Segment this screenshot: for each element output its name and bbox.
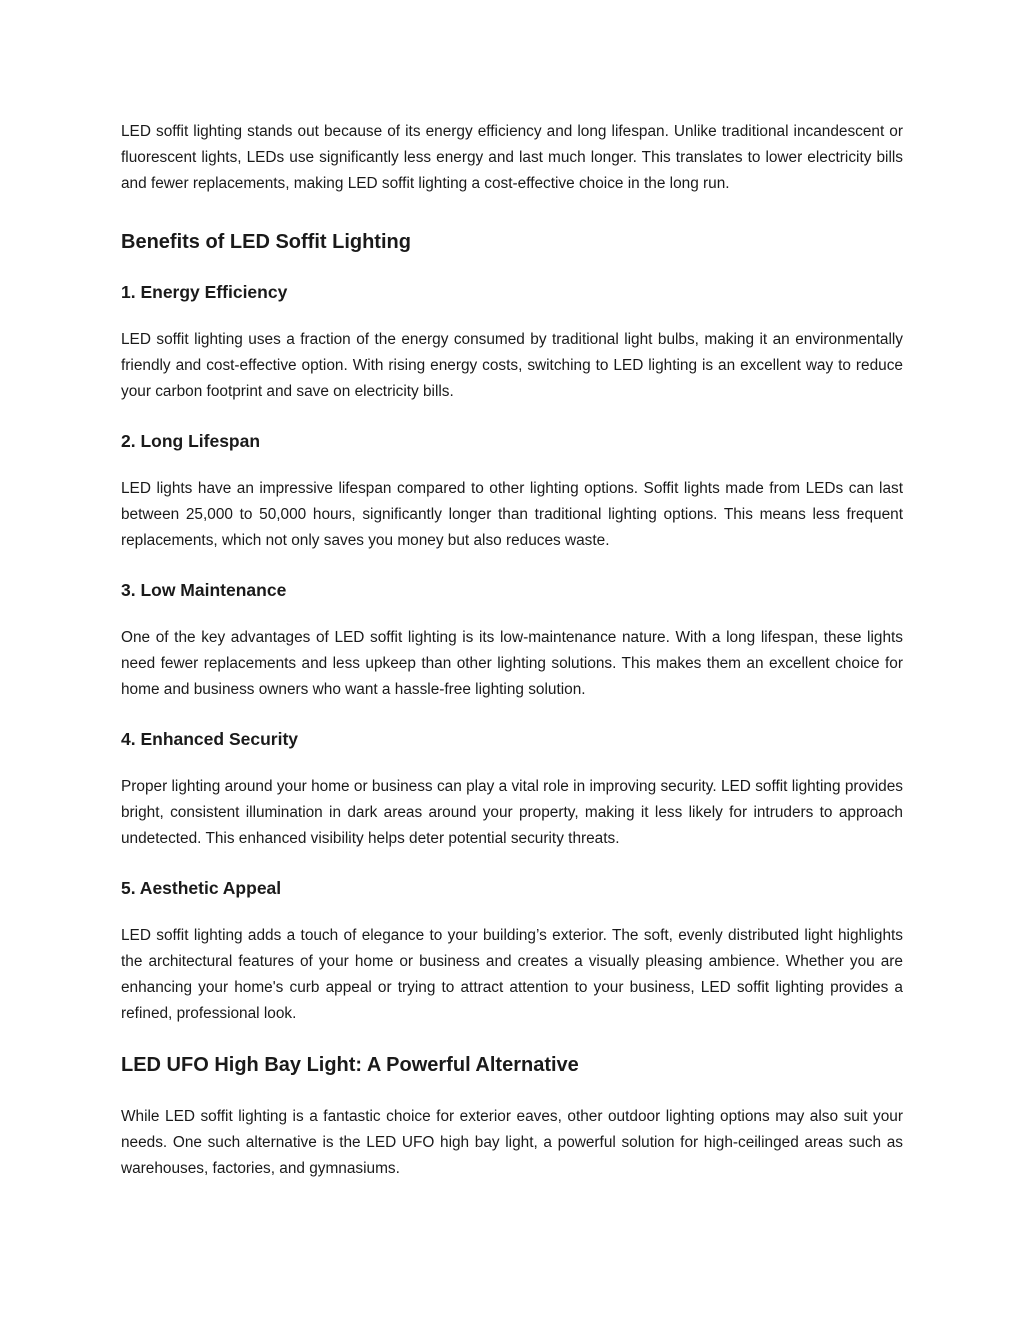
benefit-heading: 2. Long Lifespan (121, 431, 261, 451)
benefit-paragraph: One of the key advantages of LED soffit lighting is its low-maintenance nature. With a long lifespan, these lights need fewer replacements and less upkeep than other lighting solutions. This makes them an excellent choice for home and business owners who want a hassle-free lighting solution. (121, 629, 903, 698)
benefit-section-energy-efficiency (121, 279, 903, 405)
benefit-section-aesthetic-appeal (121, 875, 903, 1027)
benefits-heading: Benefits of LED Soffit Lighting (121, 231, 411, 253)
benefit-heading: 3. Low Maintenance (121, 580, 287, 600)
benefit-section-low-maintenance (121, 577, 903, 703)
alternative-paragraph: While LED soffit lighting is a fantastic choice for exterior eaves, other outdoor lighting options may also suit your needs. One such alternative is the LED UFO high bay light, a powerful solution for high-ceilinged areas such as warehouses, factories, and gymnasiums. (121, 1108, 903, 1177)
intro-paragraph: LED soffit lighting stands out because of its energy efficiency and long lifespan. Unlike traditional incandescent or fluorescent lights, LEDs use significantly less energy and last much longer. This translates to lower electricity bills and fewer replacements, making LED soffit lighting a cost-effective choice in the long run. (121, 123, 903, 192)
benefit-section-enhanced-security (121, 726, 903, 852)
benefit-heading: 1. Energy Efficiency (121, 282, 288, 302)
benefit-paragraph: LED lights have an impressive lifespan compared to other lighting options. Soffit lights made from LEDs can last between 25,000 to 50,000 hours, significantly longer than traditional lighting options. This means less frequent replacements, which not only saves you money but also reduces waste. (121, 480, 903, 549)
benefit-heading: 5. Aesthetic Appeal (121, 878, 282, 898)
alternative-heading: LED UFO High Bay Light: A Powerful Alternative (121, 1054, 579, 1076)
benefit-paragraph: LED soffit lighting uses a fraction of the energy consumed by traditional light bulbs, making it an environmentally friendly and cost-effective option. With rising energy costs, switching to LED lighting is an excellent way to reduce your carbon footprint and save on electricity bills. (121, 331, 903, 400)
benefit-paragraph: LED soffit lighting adds a touch of elegance to your building’s exterior. The soft, evenly distributed light highlights the architectural features of your home or business and creates a visually pleasing ambience. Whether you are enhancing your home's curb appeal or trying to attract attention to your business, LED soffit lighting provides a refined, professional look. (121, 927, 903, 1022)
benefit-paragraph: Proper lighting around your home or business can play a vital role in improving security. LED soffit lighting provides bright, consistent illumination in dark areas around your property, making it less likely for intruders to approach undetected. This enhanced visibility helps deter potential security threats. (121, 778, 903, 847)
benefit-section-long-lifespan (121, 428, 903, 554)
benefit-heading: 4. Enhanced Security (121, 729, 299, 749)
